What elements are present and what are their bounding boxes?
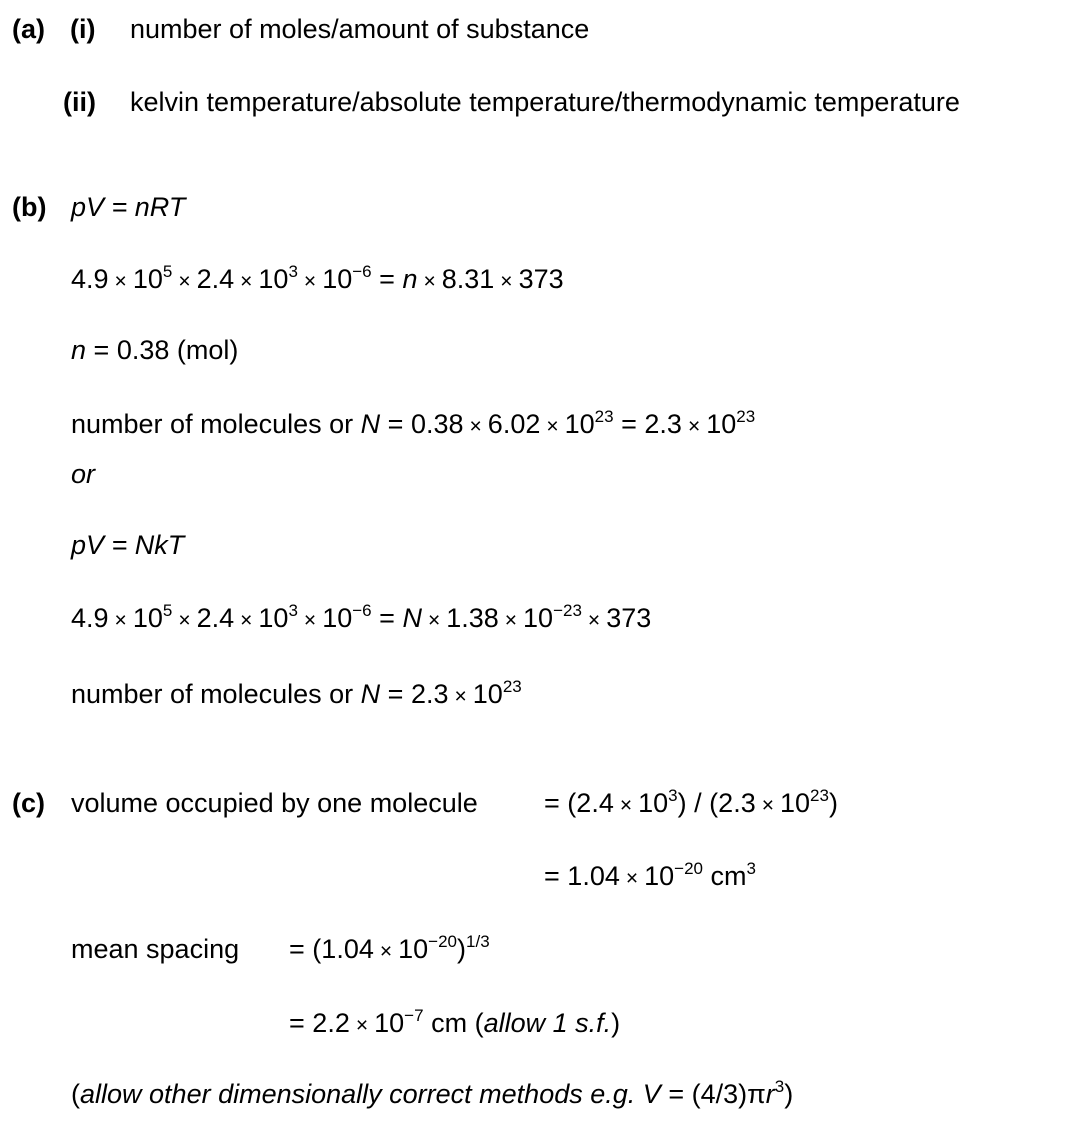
molecules-result-2: number of molecules or $N = 2.3 \times 10^{23}$ xyxy=(71,677,522,709)
answer-a-ii: kelvin temperature/absolute temperature/thermodynamic temperature xyxy=(130,87,960,117)
label-c: (c) xyxy=(12,788,45,818)
spacing-result: = $2.2 \times 10^{-7}$ cm (allow 1 s.f.) xyxy=(289,1006,621,1038)
spacing-label: mean spacing xyxy=(71,934,240,964)
or-separator: or xyxy=(71,459,96,489)
label-a: (a) xyxy=(12,14,45,44)
volume-result: = $1.04 \times 10^{-20}$ $cm^3$ xyxy=(544,859,756,891)
volume-expression: = $(2.4 \times 10^3) / (2.3 \times 10^{23})$ xyxy=(544,786,838,818)
label-b: (b) xyxy=(12,192,47,222)
volume-label: volume occupied by one molecule xyxy=(71,788,478,818)
calculation-line-2: $4.9 \times 10^5 \times 2.4 \times 10^3 \times 10^{-6} = N \times 1.38 \times 10^{-23} \times 373$ xyxy=(71,601,652,633)
allow-other-methods-note: (allow other dimensionally correct methods e.g. $V = (4/3)\pi r^3$) xyxy=(71,1077,794,1109)
spacing-expression: = $(1.04 \times 10^{-20})^{1/3}$ xyxy=(289,932,490,964)
answer-a-i: number of moles/amount of substance xyxy=(130,14,590,44)
label-a-ii: (ii) xyxy=(63,87,96,117)
n-result: n = 0.38 (mol) xyxy=(71,335,239,365)
equation-ideal-gas-k: pV = NkT xyxy=(71,530,185,560)
calculation-line-1: $4.9 \times 10^5 \times 2.4 \times 10^3 \times 10^{-6} = n \times 8.31 \times 373$ xyxy=(71,262,564,294)
label-a-i: (i) xyxy=(70,14,96,44)
equation-ideal-gas-n: pV = nRT xyxy=(71,192,186,222)
molecules-result-1: number of molecules or $N = 0.38 \times 6.02 \times 10^{23} = 2.3 \times 10^{23}$ xyxy=(71,407,756,439)
